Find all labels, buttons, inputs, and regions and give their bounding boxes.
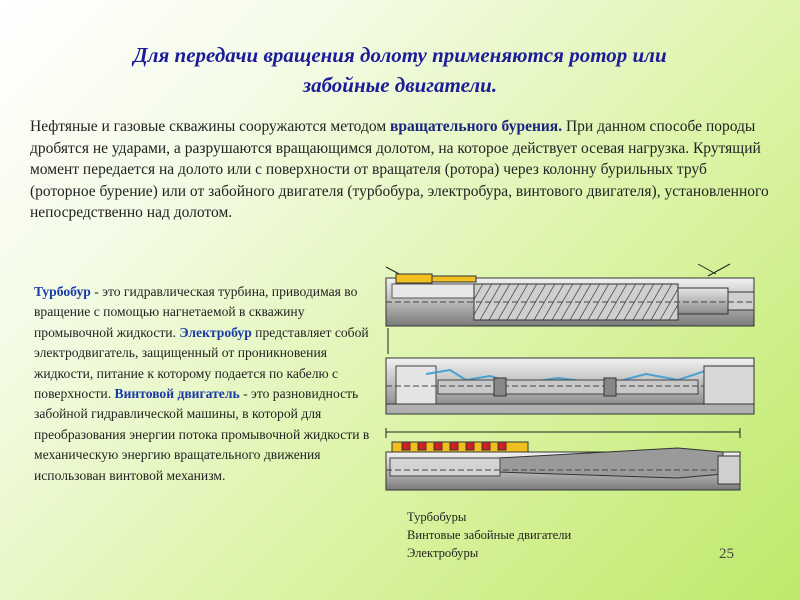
downhole-motors-figure bbox=[378, 262, 770, 514]
screw-motor-drawing bbox=[386, 428, 740, 490]
slide-title bbox=[40, 40, 760, 100]
term-electrobur: Электробур bbox=[179, 324, 252, 340]
caption-electrobury: Электробуры bbox=[407, 546, 479, 560]
motors-illustration bbox=[378, 262, 770, 514]
turbobur-drawing bbox=[386, 264, 754, 354]
page-number: 25 bbox=[719, 546, 734, 562]
definitions-paragraph bbox=[34, 282, 384, 486]
term-screw-motor: Винтовой двигатель bbox=[114, 386, 240, 402]
figure-caption bbox=[407, 508, 571, 562]
term-turbobur: Турбобур bbox=[34, 284, 91, 299]
turbobur-definition: - это гидравлическая турбина, приводимая во вращение с помощью нагнетаемой в скважину промывочной жидкости. bbox=[34, 284, 358, 340]
intro-text-before: Нефтяные и газовые скважины сооружаются методом bbox=[30, 118, 391, 135]
caption-screw-motors: Винтовые забойные двигатели bbox=[407, 528, 572, 542]
caption-turbobury: Турбобуры bbox=[407, 510, 467, 524]
title-line-2: забойные двигатели. bbox=[302, 73, 498, 97]
screw-motor-definition: - это разновидность забойной гидравлической машины, в которой для преобразования энергии потока промывочной жидкости в механическую энергию вращательного движения использован винтовой механизм. bbox=[34, 386, 370, 483]
intro-text-after: При данном способе породы дробятся не ударами, а разрушаются вращающимся долотом, на которое действует осевая нагрузка. Крутящий момент передается на долото или с поверхности от вращателя (ротора) через колонну бурильных труб (роторное бурение) или от забойного двигателя (турбобура, электробура, винтового двигателя), установленного непосредственно над долотом. bbox=[30, 118, 769, 221]
intro-paragraph bbox=[30, 116, 772, 224]
intro-highlight: вращательного бурения. bbox=[390, 118, 563, 135]
electrobur-definition: представляет собой электродвигатель, защищенный от проникновения жидкости, питание к которому подается по кабелю с поверхности. bbox=[34, 324, 369, 402]
title-line-1: Для передачи вращения долоту применяются ротор или bbox=[133, 43, 667, 67]
electrobur-drawing bbox=[386, 358, 754, 414]
